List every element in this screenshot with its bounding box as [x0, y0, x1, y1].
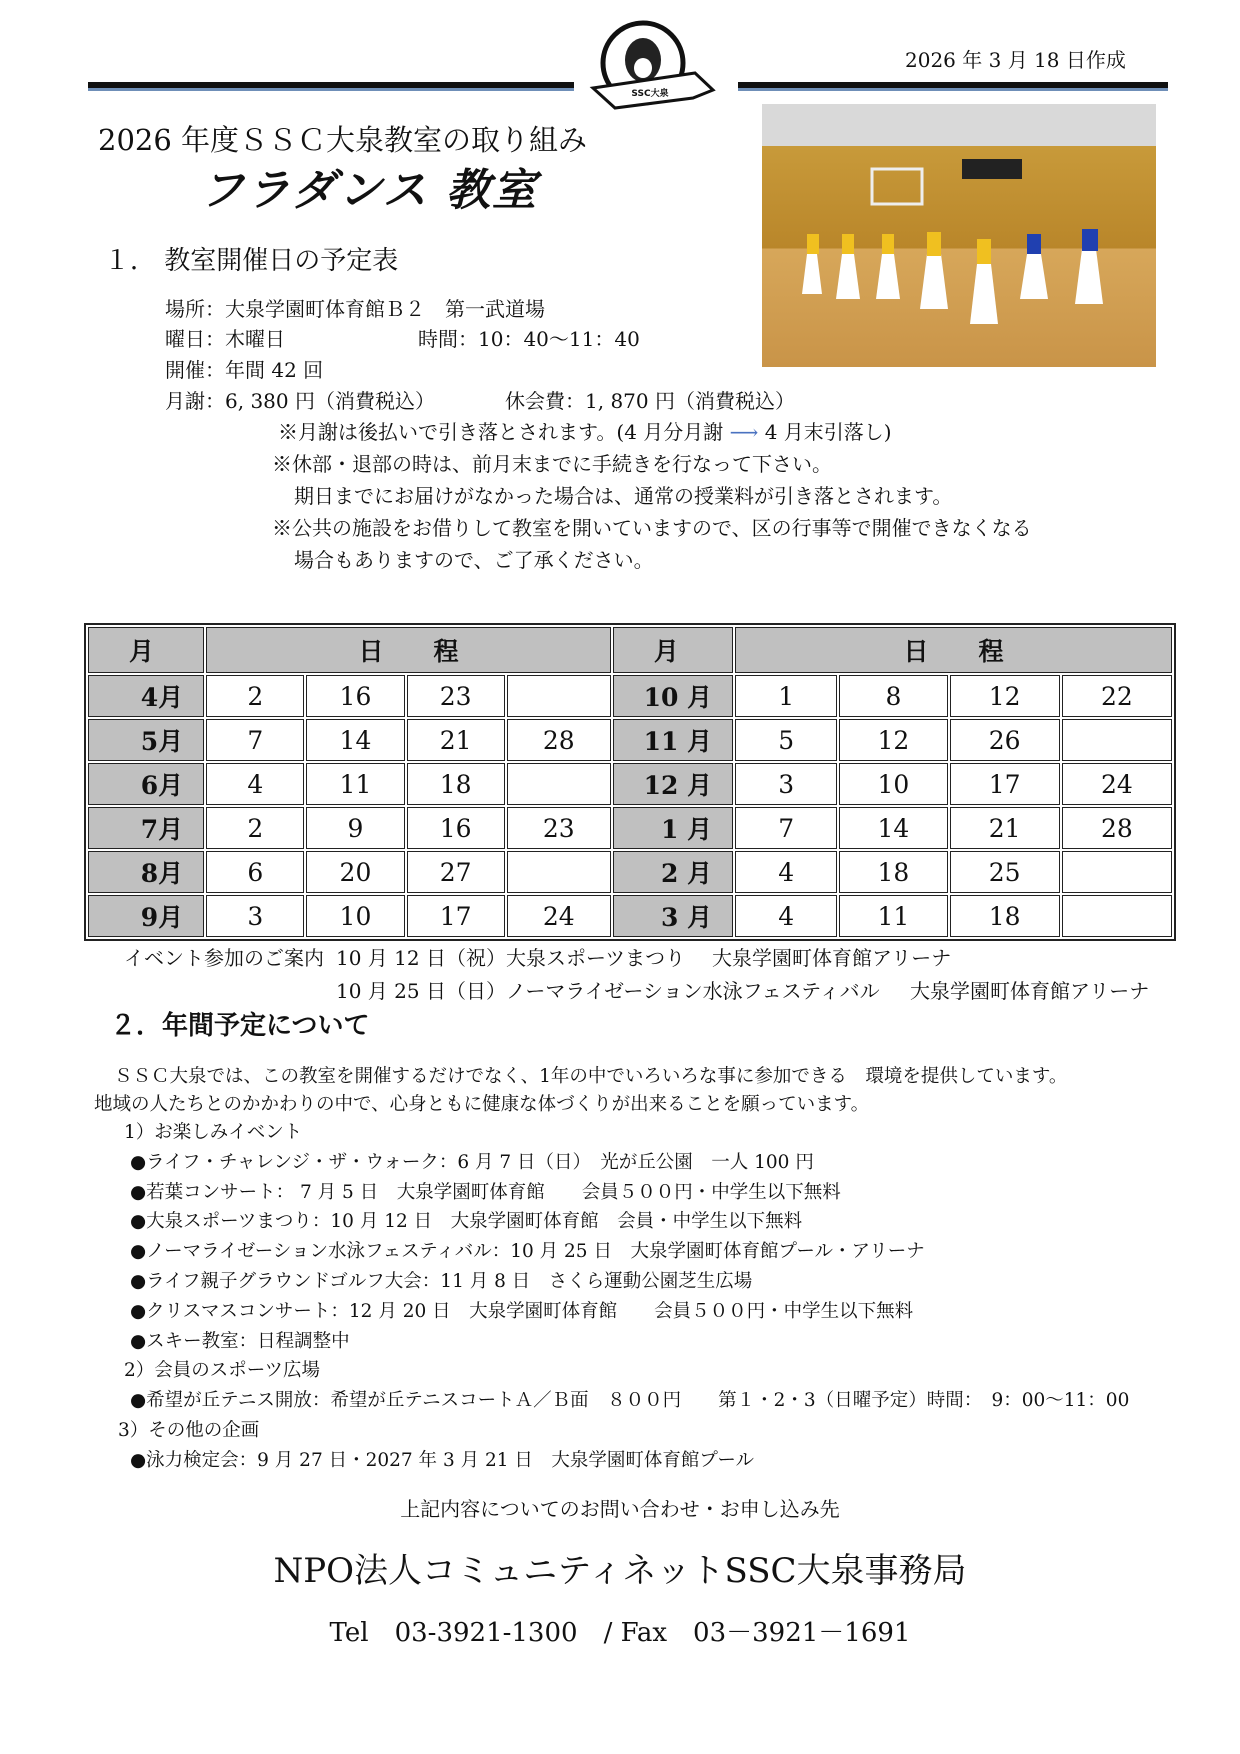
schedule-row	[88, 895, 1172, 937]
section-1-heading: １． 教室開催日の予定表	[104, 246, 399, 276]
date-cell: 24	[507, 895, 611, 937]
date-cell: 4	[735, 851, 837, 893]
month-cell: 1 月	[613, 807, 733, 849]
intro-1: ＳＳＣ大泉では、この教室を開催するだけでなく、1年の中でいろいろな事に参加できる 環境を提供しています。	[114, 1066, 1068, 1087]
schedule-row	[88, 851, 1172, 893]
page-title: フラダンス 教室	[200, 165, 538, 216]
subsection-heading: 2）会員のスポーツ広場	[124, 1360, 321, 1382]
month-cell: 12 月	[613, 763, 733, 805]
note-2b: 期日までにお届けがなかった場合は、通常の授業料が引き落とされます。	[294, 484, 953, 508]
date-cell: 17	[407, 895, 505, 937]
date-cell: 18	[839, 851, 947, 893]
date-cell: 18	[950, 895, 1060, 937]
sessions: 開催：年間 42 回	[165, 358, 324, 382]
phone-fax: Tel 03-3921-1300 / Fax 03－3921－1691	[329, 1618, 911, 1648]
subsection-heading: 1）お楽しみイベント	[124, 1122, 303, 1143]
date-cell: 28	[507, 719, 611, 761]
note-2: ※休部・退部の時は、前月末までに手続きを行なって下さい。	[272, 452, 832, 476]
date-cell: 24	[1062, 763, 1172, 805]
event-list-item: ●泳力検定会：9 月 27 日・2027 年 3 月 21 日 大泉学園町体育館プール	[130, 1449, 754, 1471]
date-cell: 1	[735, 675, 837, 717]
date-cell: 7	[206, 719, 304, 761]
date-cell: 27	[407, 851, 505, 893]
date-cell: 23	[407, 675, 505, 717]
header-month: 月	[88, 627, 204, 673]
date-cell: 23	[507, 807, 611, 849]
date-cell: 16	[407, 807, 505, 849]
date-cell	[1062, 719, 1172, 761]
date-cell: 4	[206, 763, 304, 805]
date-cell: 9	[306, 807, 404, 849]
event-list-item: ●ライフ親子グラウンドゴルフ大会：11 月 8 日 さくら運動公園芝生広場	[130, 1271, 753, 1292]
event-2: 10 月 25 日（日）ノーマライゼーション水泳フェスティバル	[336, 979, 880, 1003]
month-cell: 5月	[88, 719, 204, 761]
events-label: イベント参加のご案内	[124, 946, 324, 970]
svg-text:SSC大泉: SSC大泉	[631, 89, 669, 99]
page-subtitle: 2026 年度ＳＳＣ大泉教室の取り組み	[98, 123, 588, 157]
month-cell: 3 月	[613, 895, 733, 937]
date-cell	[1062, 895, 1172, 937]
date-cell: 2	[206, 807, 304, 849]
date-cell: 3	[206, 895, 304, 937]
created-date: 2026 年 3 月 18 日作成	[905, 48, 1126, 72]
date-cell: 22	[1062, 675, 1172, 717]
note-3b: 場合もありますので、ご了承ください。	[294, 548, 654, 572]
date-cell: 5	[735, 719, 837, 761]
date-cell	[1062, 851, 1172, 893]
event-list-item: ●希望が丘テニス開放：希望が丘テニスコートＡ／Ｂ面 ８００円 第１・2・3（日曜予定）時間： 9：00〜11：00	[130, 1390, 1130, 1412]
header-month: 月	[613, 627, 733, 673]
header-rule-right	[738, 82, 1168, 91]
contact-label: 上記内容についてのお問い合わせ・お申し込み先	[400, 1497, 840, 1521]
date-cell: 14	[306, 719, 404, 761]
date-cell: 18	[407, 763, 505, 805]
header-dates: 日 程	[735, 627, 1172, 673]
event-list-item: ●クリスマスコンサート：12 月 20 日 大泉学園町体育館 会員５００円・中学生以下無料	[130, 1300, 914, 1322]
event-1-venue: 大泉学園町体育館アリーナ	[712, 946, 952, 970]
month-cell: 4月	[88, 675, 204, 717]
subsection-heading: 3）その他の企画	[118, 1420, 260, 1441]
date-cell: 28	[1062, 807, 1172, 849]
date-cell: 26	[950, 719, 1060, 761]
suspension-fee: 休会費：1, 870 円（消費税込）	[505, 389, 795, 413]
organization-name: NPO法人コミュニティネットSSC大泉事務局	[273, 1551, 967, 1591]
month-cell: 9月	[88, 895, 204, 937]
date-cell: 11	[306, 763, 404, 805]
date-cell: 12	[950, 675, 1060, 717]
date-cell: 3	[735, 763, 837, 805]
schedule-table	[84, 623, 1176, 941]
month-cell: 6月	[88, 763, 204, 805]
date-cell	[507, 851, 611, 893]
event-list-item: ●ライフ・チャレンジ・ザ・ウォーク：6 月 7 日（日） 光が丘公園 一人 100 円	[130, 1151, 814, 1173]
section-2-heading: ２．年間予定について	[110, 1011, 370, 1041]
month-cell: 8月	[88, 851, 204, 893]
header-dates: 日 程	[206, 627, 611, 673]
date-cell: 10	[306, 895, 404, 937]
event-1: 10 月 12 日（祝）大泉スポーツまつり	[336, 946, 686, 970]
event-list-item: ●大泉スポーツまつり：10 月 12 日 大泉学園町体育館 会員・中学生以下無料	[130, 1211, 803, 1233]
weekday: 曜日：木曜日	[165, 327, 285, 351]
date-cell: 8	[839, 675, 947, 717]
date-cell: 20	[306, 851, 404, 893]
header-rule-left	[88, 82, 574, 91]
date-cell: 14	[839, 807, 947, 849]
month-cell: 7月	[88, 807, 204, 849]
date-cell: 7	[735, 807, 837, 849]
note-1	[278, 416, 892, 445]
date-cell: 6	[206, 851, 304, 893]
date-cell: 21	[407, 719, 505, 761]
date-cell: 10	[839, 763, 947, 805]
date-cell: 21	[950, 807, 1060, 849]
date-cell: 4	[735, 895, 837, 937]
date-cell: 12	[839, 719, 947, 761]
note-1-text: ※月謝は後払いで引き落とされます。(4 月分月謝	[278, 420, 724, 444]
schedule-row	[88, 763, 1172, 805]
date-cell: 25	[950, 851, 1060, 893]
event-list-item: ●スキー教室：日程調整中	[130, 1330, 350, 1352]
schedule-row	[88, 675, 1172, 717]
intro-2: 地域の人たちとのかかわりの中で、心身ともに健康な体づくりが出来ることを願っています。	[94, 1094, 870, 1115]
date-cell: 16	[306, 675, 404, 717]
month-cell: 10 月	[613, 675, 733, 717]
arrow-right-icon: ⟶	[729, 420, 759, 444]
note-1-text-end: 4 月末引落し)	[764, 420, 892, 444]
event-2-venue: 大泉学園町体育館アリーナ	[910, 979, 1150, 1003]
date-cell: 11	[839, 895, 947, 937]
month-cell: 2 月	[613, 851, 733, 893]
monthly-fee: 月謝：6, 380 円（消費税込）	[165, 389, 435, 413]
date-cell: 17	[950, 763, 1060, 805]
schedule-row	[88, 807, 1172, 849]
time: 時間：10：40〜11：40	[418, 327, 640, 351]
location: 場所：大泉学園町体育館Ｂ２ 第一武道場	[165, 297, 545, 321]
month-cell: 11 月	[613, 719, 733, 761]
schedule-row	[88, 719, 1172, 761]
event-list-item: ●ノーマライゼーション水泳フェスティバル：10 月 25 日 大泉学園町体育館プール・アリーナ	[130, 1241, 925, 1263]
date-cell	[507, 675, 611, 717]
ssc-logo	[585, 18, 720, 123]
date-cell	[507, 763, 611, 805]
note-3: ※公共の施設をお借りして教室を開いていますので、区の行事等で開催できなくなる	[272, 516, 1032, 540]
event-list-item: ●若葉コンサート： 7 月 5 日 大泉学園町体育館 会員５００円・中学生以下無料	[130, 1181, 841, 1203]
date-cell: 2	[206, 675, 304, 717]
hula-dance-photo	[762, 104, 1156, 367]
